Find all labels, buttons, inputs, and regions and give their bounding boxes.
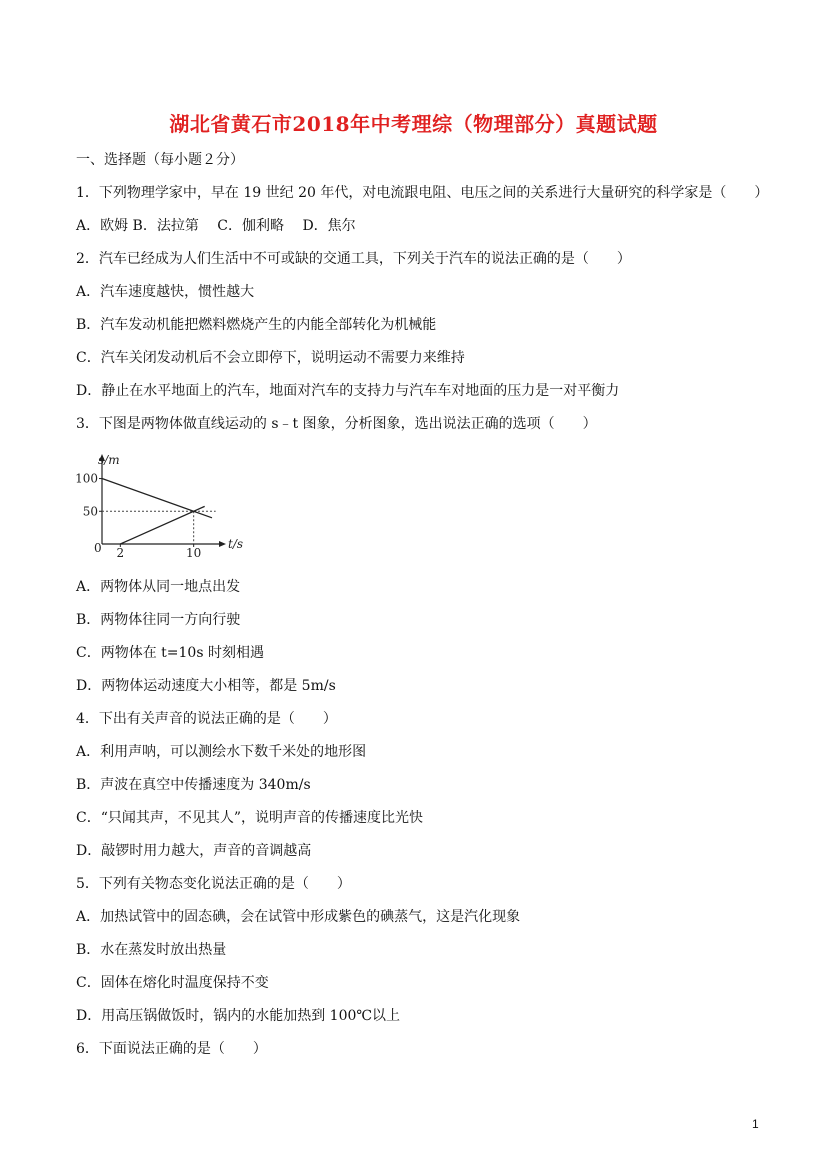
question-4-option-b: B．声波在真空中传播速度为 340m/s [76,777,311,793]
question-5-option-d: D．用高压锅做饭时，锅内的水能加热到 100℃以上 [76,1008,401,1024]
question-3-option-d: D．两物体运动速度大小相等，都是 5m/s [76,678,336,694]
x-axis-label: t/s [228,537,244,551]
question-2-stem: 2．汽车已经成为人们生活中不可或缺的交通工具，下列关于汽车的说法正确的是（ ） [76,251,631,267]
question-2-option-b: B．汽车发动机能把燃料燃烧产生的内能全部转化为机械能 [76,317,437,333]
st-graph [70,448,244,560]
question-3-option-a: A．两物体从同一地点出发 [76,579,241,595]
question-1-options: A．欧姆 B．法拉第 C．伽利略 D．焦尔 [76,218,356,234]
question-3-stem: 3．下图是两物体做直线运动的 s﹣t 图象，分析图象，选出说法正确的选项（ ） [76,416,597,432]
question-5-option-b: B．水在蒸发时放出热量 [76,942,227,958]
x-tick-label: 10 [186,546,202,560]
x-axis-arrow [219,541,226,547]
section-heading: 一、选择题（每小题２分） [76,152,244,168]
page-number: 1 [752,1117,759,1131]
y-tick-label: 100 [75,471,98,486]
series-line-b [120,506,204,544]
question-4-option-d: D．敲锣时用力越大，声音的音调越高 [76,843,312,859]
series-line-a [102,479,212,518]
question-2-option-c: C．汽车关闭发动机后不会立即停下，说明运动不需要力来维持 [76,350,465,366]
page-title: 湖北省黄石市2018年中考理综（物理部分）真题试题 [169,112,658,136]
origin-label: 0 [94,541,102,555]
question-4-stem: 4．下出有关声音的说法正确的是（ ） [76,711,337,727]
question-5-stem: 5．下列有关物态变化说法正确的是（ ） [76,876,351,892]
question-5-option-c: C．固体在熔化时温度保持不变 [76,975,269,991]
question-2-option-a: A．汽车速度越快，惯性越大 [76,284,255,300]
x-tick-label: 2 [116,546,125,560]
question-4-option-a: A．利用声呐，可以测绘水下数千米处的地形图 [76,744,367,760]
question-2-option-d: D．静止在水平地面上的汽车，地面对汽车的支持力与汽车车对地面的压力是一对平衡力 [76,383,620,399]
question-1-stem: 1．下列物理学家中，早在 19 世纪 20 年代，对电流跟电阻、电压之间的关系进行大量研究的科学家是（ ） [76,185,769,201]
y-axis-label: s/m [98,453,120,467]
question-5-option-a: A．加热试管中的固态碘，会在试管中形成紫色的碘蒸气，这是汽化现象 [76,909,521,925]
question-3-option-b: B．两物体往同一方向行驶 [76,612,241,628]
question-4-option-c: C．“只闻其声，不见其人”，说明声音的传播速度比光快 [76,810,424,826]
y-tick-label: 50 [82,504,98,519]
question-3-option-c: C．两物体在 t=10s 时刻相遇 [76,645,264,661]
question-6-stem: 6．下面说法正确的是（ ） [76,1041,267,1057]
